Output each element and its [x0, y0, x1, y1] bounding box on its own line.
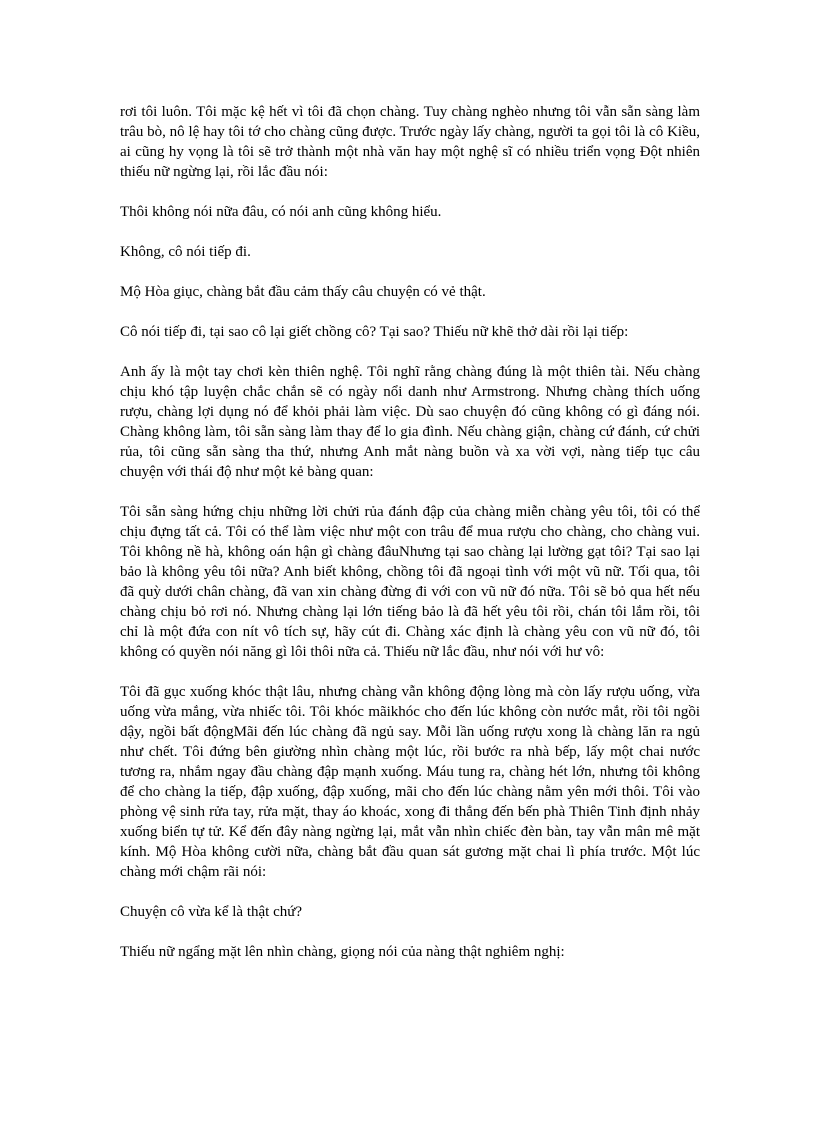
- document-body: [120, 102, 700, 962]
- paragraph-10: Thiếu nữ ngẩng mặt lên nhìn chàng, giọng nói của nàng thật nghiêm nghị:: [120, 944, 565, 960]
- paragraph-1: rơi tôi luôn. Tôi mặc kệ hết vì tôi đã chọn chàng. Tuy chàng nghèo nhưng tôi vẫn sẵn sàng làm trâu bò, nô lệ hay tôi tớ cho chàng cũng được. Trước ngày lấy chàng, người ta gọi tôi là cô Kiều, ai cũng hy vọng là tôi sẽ trở thành một nhà văn hay một nghệ sĩ có nhiều triển vọng Đột nhiên thiếu nữ ngừng lại, rồi lắc đầu nói:: [120, 104, 700, 180]
- paragraph-9: Chuyện cô vừa kể là thật chứ?: [120, 904, 303, 920]
- paragraph-7: Tôi sẵn sàng hứng chịu những lời chửi rủa đánh đập của chàng miễn chàng yêu tôi, tôi có thể chịu đựng tất cả. Tôi có thể làm việc như một con trâu để mua rượu cho chàng, cho chàng vui. Tôi không nề hà, không oán hận gì chàng đâuNhưng tại sao chàng lại lường gạt tôi? Tại sao lại bảo là không yêu tôi nữa? Anh biết không, chồng tôi đã ngoại tình với một vũ nữ. Tối qua, tôi đã quỳ dưới chân chàng, đã van xin chàng đừng đi với con vũ nữ đó nữa. Tôi sẽ bỏ qua hết nếu chàng chịu bỏ rơi nó. Nhưng chàng lại lớn tiếng bảo là đã hết yêu tôi rồi, chán tôi lắm rồi, tôi chỉ là một đứa con nít vô tích sự, hãy cút đi. Chàng xác định là chàng yêu con vũ nữ đó, tôi không có quyền nói năng gì lôi thôi nữa cả. Thiếu nữ lắc đầu, như nói với hư vô:: [120, 504, 700, 660]
- paragraph-5: Cô nói tiếp đi, tại sao cô lại giết chồng cô? Tại sao? Thiếu nữ khẽ thở dài rồi lại tiếp:: [120, 324, 629, 340]
- paragraph-4: Mộ Hòa giục, chàng bắt đầu cảm thấy câu chuyện có vẻ thật.: [120, 284, 486, 300]
- paragraph-6: Anh ấy là một tay chơi kèn thiên nghệ. Tôi nghĩ rằng chàng đúng là một thiên tài. Nếu chàng chịu khó tập luyện chắc chắn sẽ có ngày nổi danh như Armstrong. Nhưng chàng thích uống rượu, chàng lợi dụng nó để khỏi phải làm việc. Dù sao chuyện đó cũng không có gì đáng nói. Chàng không làm, tôi sẵn sàng làm thay để lo gia đình. Nếu chàng giận, chàng cứ đánh, cứ chửi rủa, tôi cũng sẵn sàng tha thứ, nhưng Anh mắt nàng buồn và xa vời vợi, nàng tiếp tục câu chuyện với thái độ như một kẻ bàng quan:: [120, 364, 700, 480]
- paragraph-3: Không, cô nói tiếp đi.: [120, 244, 251, 260]
- paragraph-8: Tôi đã gục xuống khóc thật lâu, nhưng chàng vẫn không động lòng mà còn lấy rượu uống, vừa uống vừa mắng, vừa nhiếc tôi. Tôi khóc mãikhóc cho đến lúc không còn nước mắt, rồi tôi ngồi dậy, ngồi bất độngMãi đến lúc chàng đã ngủ say. Mỗi lần uống rượu xong là chàng lăn ra ngủ như chết. Tôi đứng bên giường nhìn chàng một lúc, rồi bước ra nhà bếp, lấy một chai nước tương ra, nhắm ngay đầu chàng đập mạnh xuống. Máu tung ra, chàng hét lớn, nhưng tôi không để cho chàng la tiếp, đập xuống, đập xuống, mãi cho đến lúc chàng nằm yên mới thôi. Tôi vào phòng vệ sinh rửa tay, rửa mặt, thay áo khoác, xong đi thẳng đến bến phà Thiên Tinh định nhảy xuống biển tự tử. Kể đến đây nàng ngừng lại, mắt vẫn nhìn chiếc đèn bàn, tay vẫn mân mê mặt kính. Mộ Hòa không cười nữa, chàng bắt đầu quan sát gương mặt chai lì phía trước. Một lúc chàng mới chậm rãi nói:: [120, 684, 700, 880]
- paragraph-2: Thôi không nói nữa đâu, có nói anh cũng không hiểu.: [120, 204, 442, 220]
